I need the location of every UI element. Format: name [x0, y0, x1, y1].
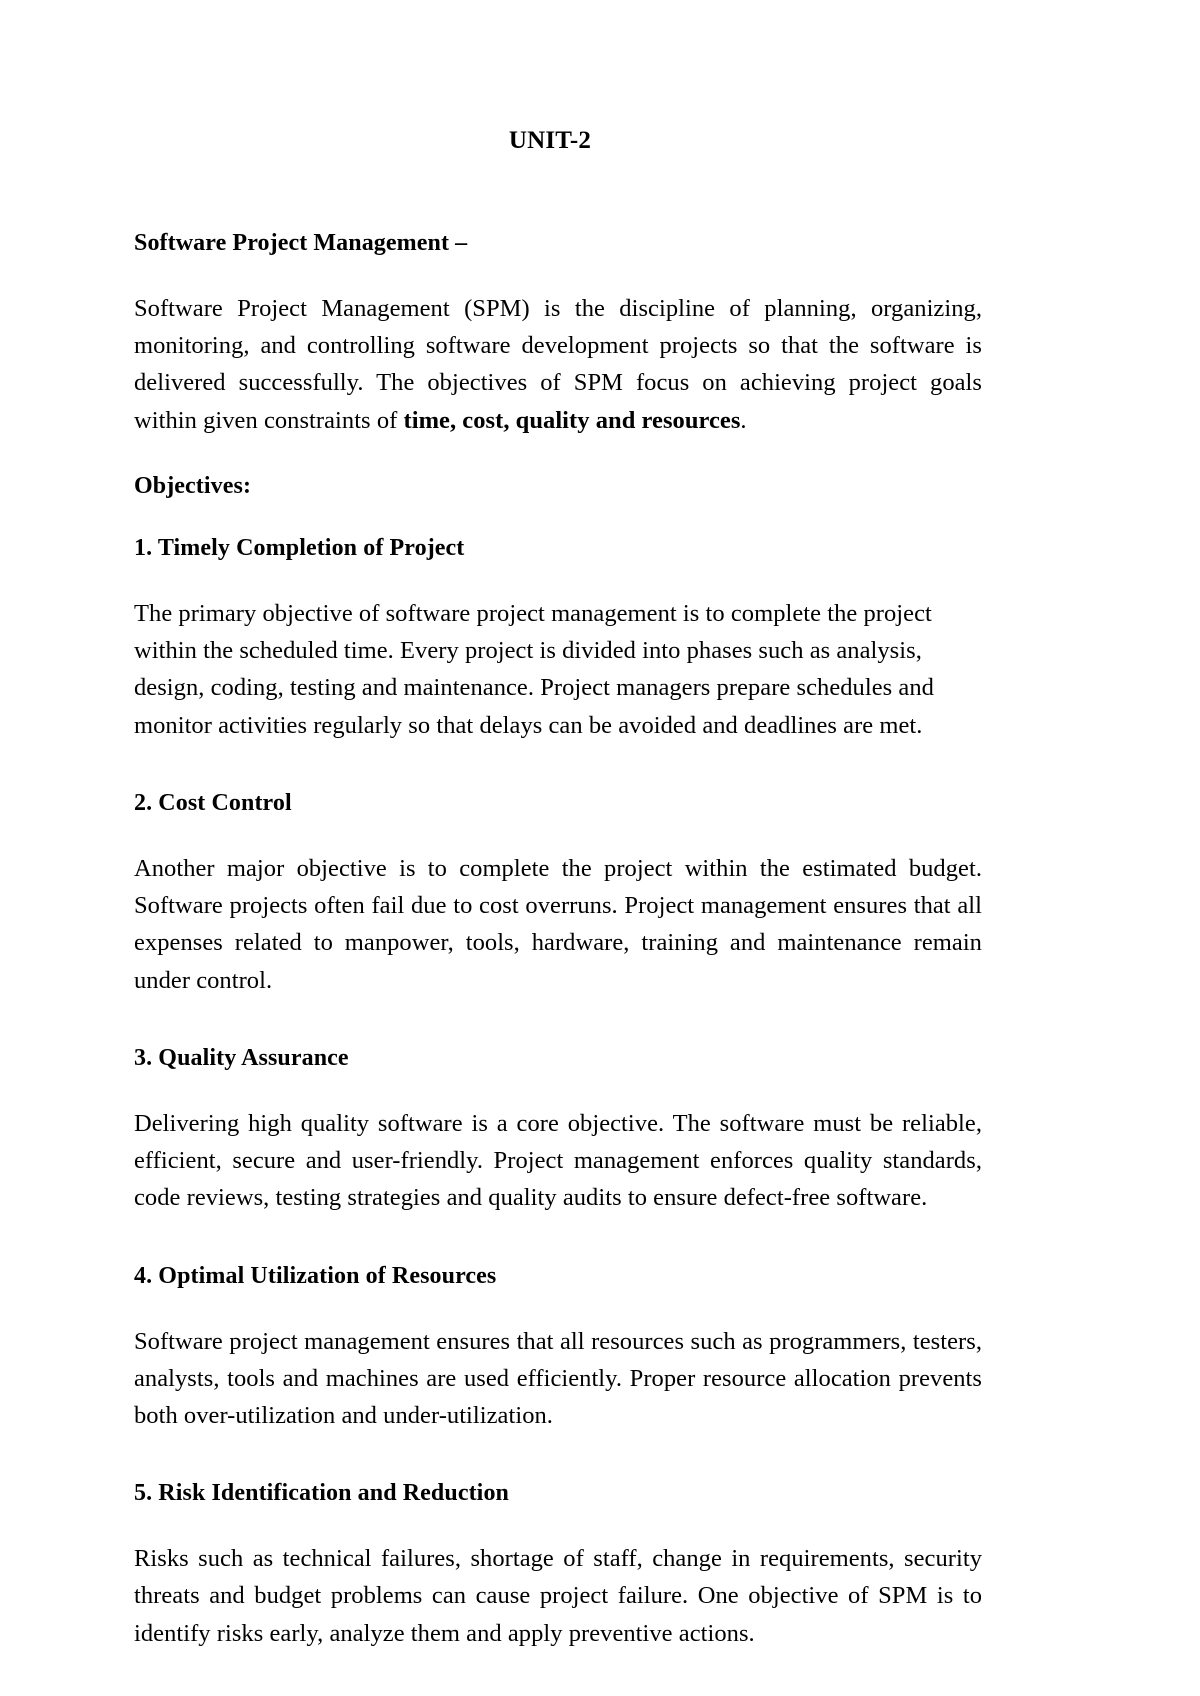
intro-bold-constraints: time, cost, quality and resources [403, 406, 741, 434]
spacer [134, 563, 982, 595]
title-spacer [134, 156, 982, 228]
intro-text-before-bold: Software Project Management (SPM) is the discipline of planning, organizing, monitoring, and controlling software development projects so that the software is delivered successfully. The objectives of SPM focus on achieving project goals within given constraints of [134, 295, 982, 434]
section-heading-3: 3. Quality Assurance [134, 1044, 349, 1071]
spacer [134, 744, 982, 788]
spacer [134, 1508, 982, 1540]
objectives-label: Objectives: [134, 472, 252, 499]
topic-heading: Software Project Management – [134, 230, 468, 256]
section-body-4: Software project management ensures that all resources such as programmers, testers, analysts, tools and machines are used efficiently. Proper resource allocation prevents both over-utilization and under-utilization. [134, 1327, 982, 1429]
spacer [134, 1217, 982, 1261]
spacer [134, 258, 982, 290]
section-body-3: Delivering high quality software is a core objective. The software must be reliable, efficient, secure and user-friendly. Project management enforces quality standards, code reviews, testing strategies and quality audits to ensure defect-free software. [134, 1109, 982, 1212]
section-heading-5: 5. Risk Identification and Reduction [134, 1480, 509, 1507]
spacer [134, 1073, 982, 1105]
section-body-5: Risks such as technical failures, shortage of staff, change in requirements, security threats and budget problems can cause project failure. One objective of SPM is to identify risks early, analyze them and apply preventive actions. [134, 1545, 982, 1647]
spacer [134, 999, 982, 1043]
section-heading-2: 2. Cost Control [134, 789, 292, 816]
section-heading-4: 4. Optimal Utilization of Resources [134, 1262, 497, 1289]
spacer [134, 1434, 982, 1478]
section-body-1: The primary objective of software project management is to complete the project within the scheduled time. Every project is divided into phases such as analysis, design, coding, testing and maintenance. Project managers prepare schedules and monitor activities regularly so that delays can be avoided and deadlines are met. [134, 599, 934, 739]
spacer [134, 818, 982, 850]
spacer [134, 1291, 982, 1323]
page-title: UNIT-2 [508, 127, 592, 154]
document-body [134, 126, 982, 1652]
spacer [134, 501, 982, 533]
intro-text-after-bold: . [740, 406, 747, 434]
section-body-2: Another major objective is to complete the project within the estimated budget. Software projects often fail due to cost overruns. Project management ensures that all expenses related to manpower, tools, hardware, training and maintenance remain under control. [134, 854, 982, 994]
spacer [134, 439, 982, 471]
intro-paragraph [134, 290, 982, 439]
section-heading-1: 1. Timely Completion of Project [134, 534, 465, 561]
